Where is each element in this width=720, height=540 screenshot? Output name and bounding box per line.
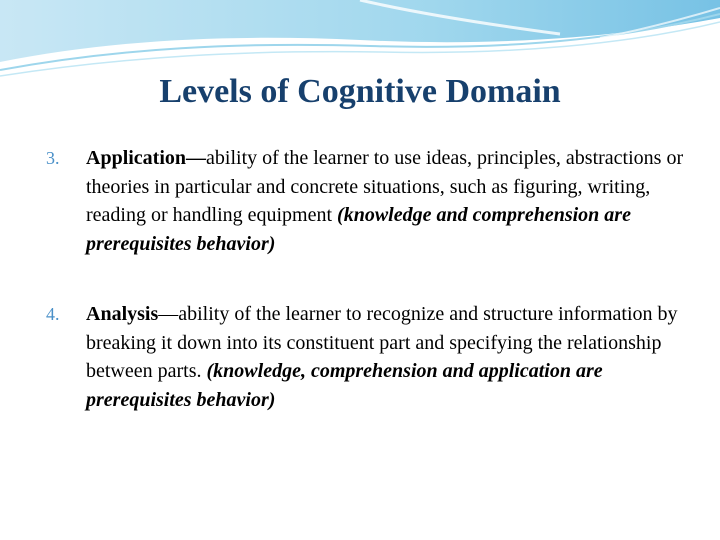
item-dash: — [186, 147, 207, 169]
item-text [86, 144, 686, 258]
item-dash: — [158, 303, 179, 325]
item-note: (knowledge, comprehension and application are prerequisites behavior) [86, 360, 603, 411]
item-term: Application [86, 147, 187, 169]
item-body: ability of the learner to use ideas, principles, abstractions or theories in particular and concrete situations, such as figuring, writing, reading or handling equipment [86, 147, 684, 226]
item-number: 4. [46, 304, 60, 324]
list-item [46, 144, 686, 258]
list-item [46, 300, 686, 414]
item-text [86, 300, 686, 414]
item-term: Analysis [86, 303, 159, 325]
item-note: (knowledge and comprehension are prerequisites behavior) [86, 204, 631, 255]
item-body: ability of the learner to recognize and structure information by breaking it down into its constituent part and specifying the relationship between parts. [86, 303, 678, 382]
item-number: 3. [46, 148, 60, 168]
slide-title: Levels of Cognitive Domain [159, 73, 561, 110]
